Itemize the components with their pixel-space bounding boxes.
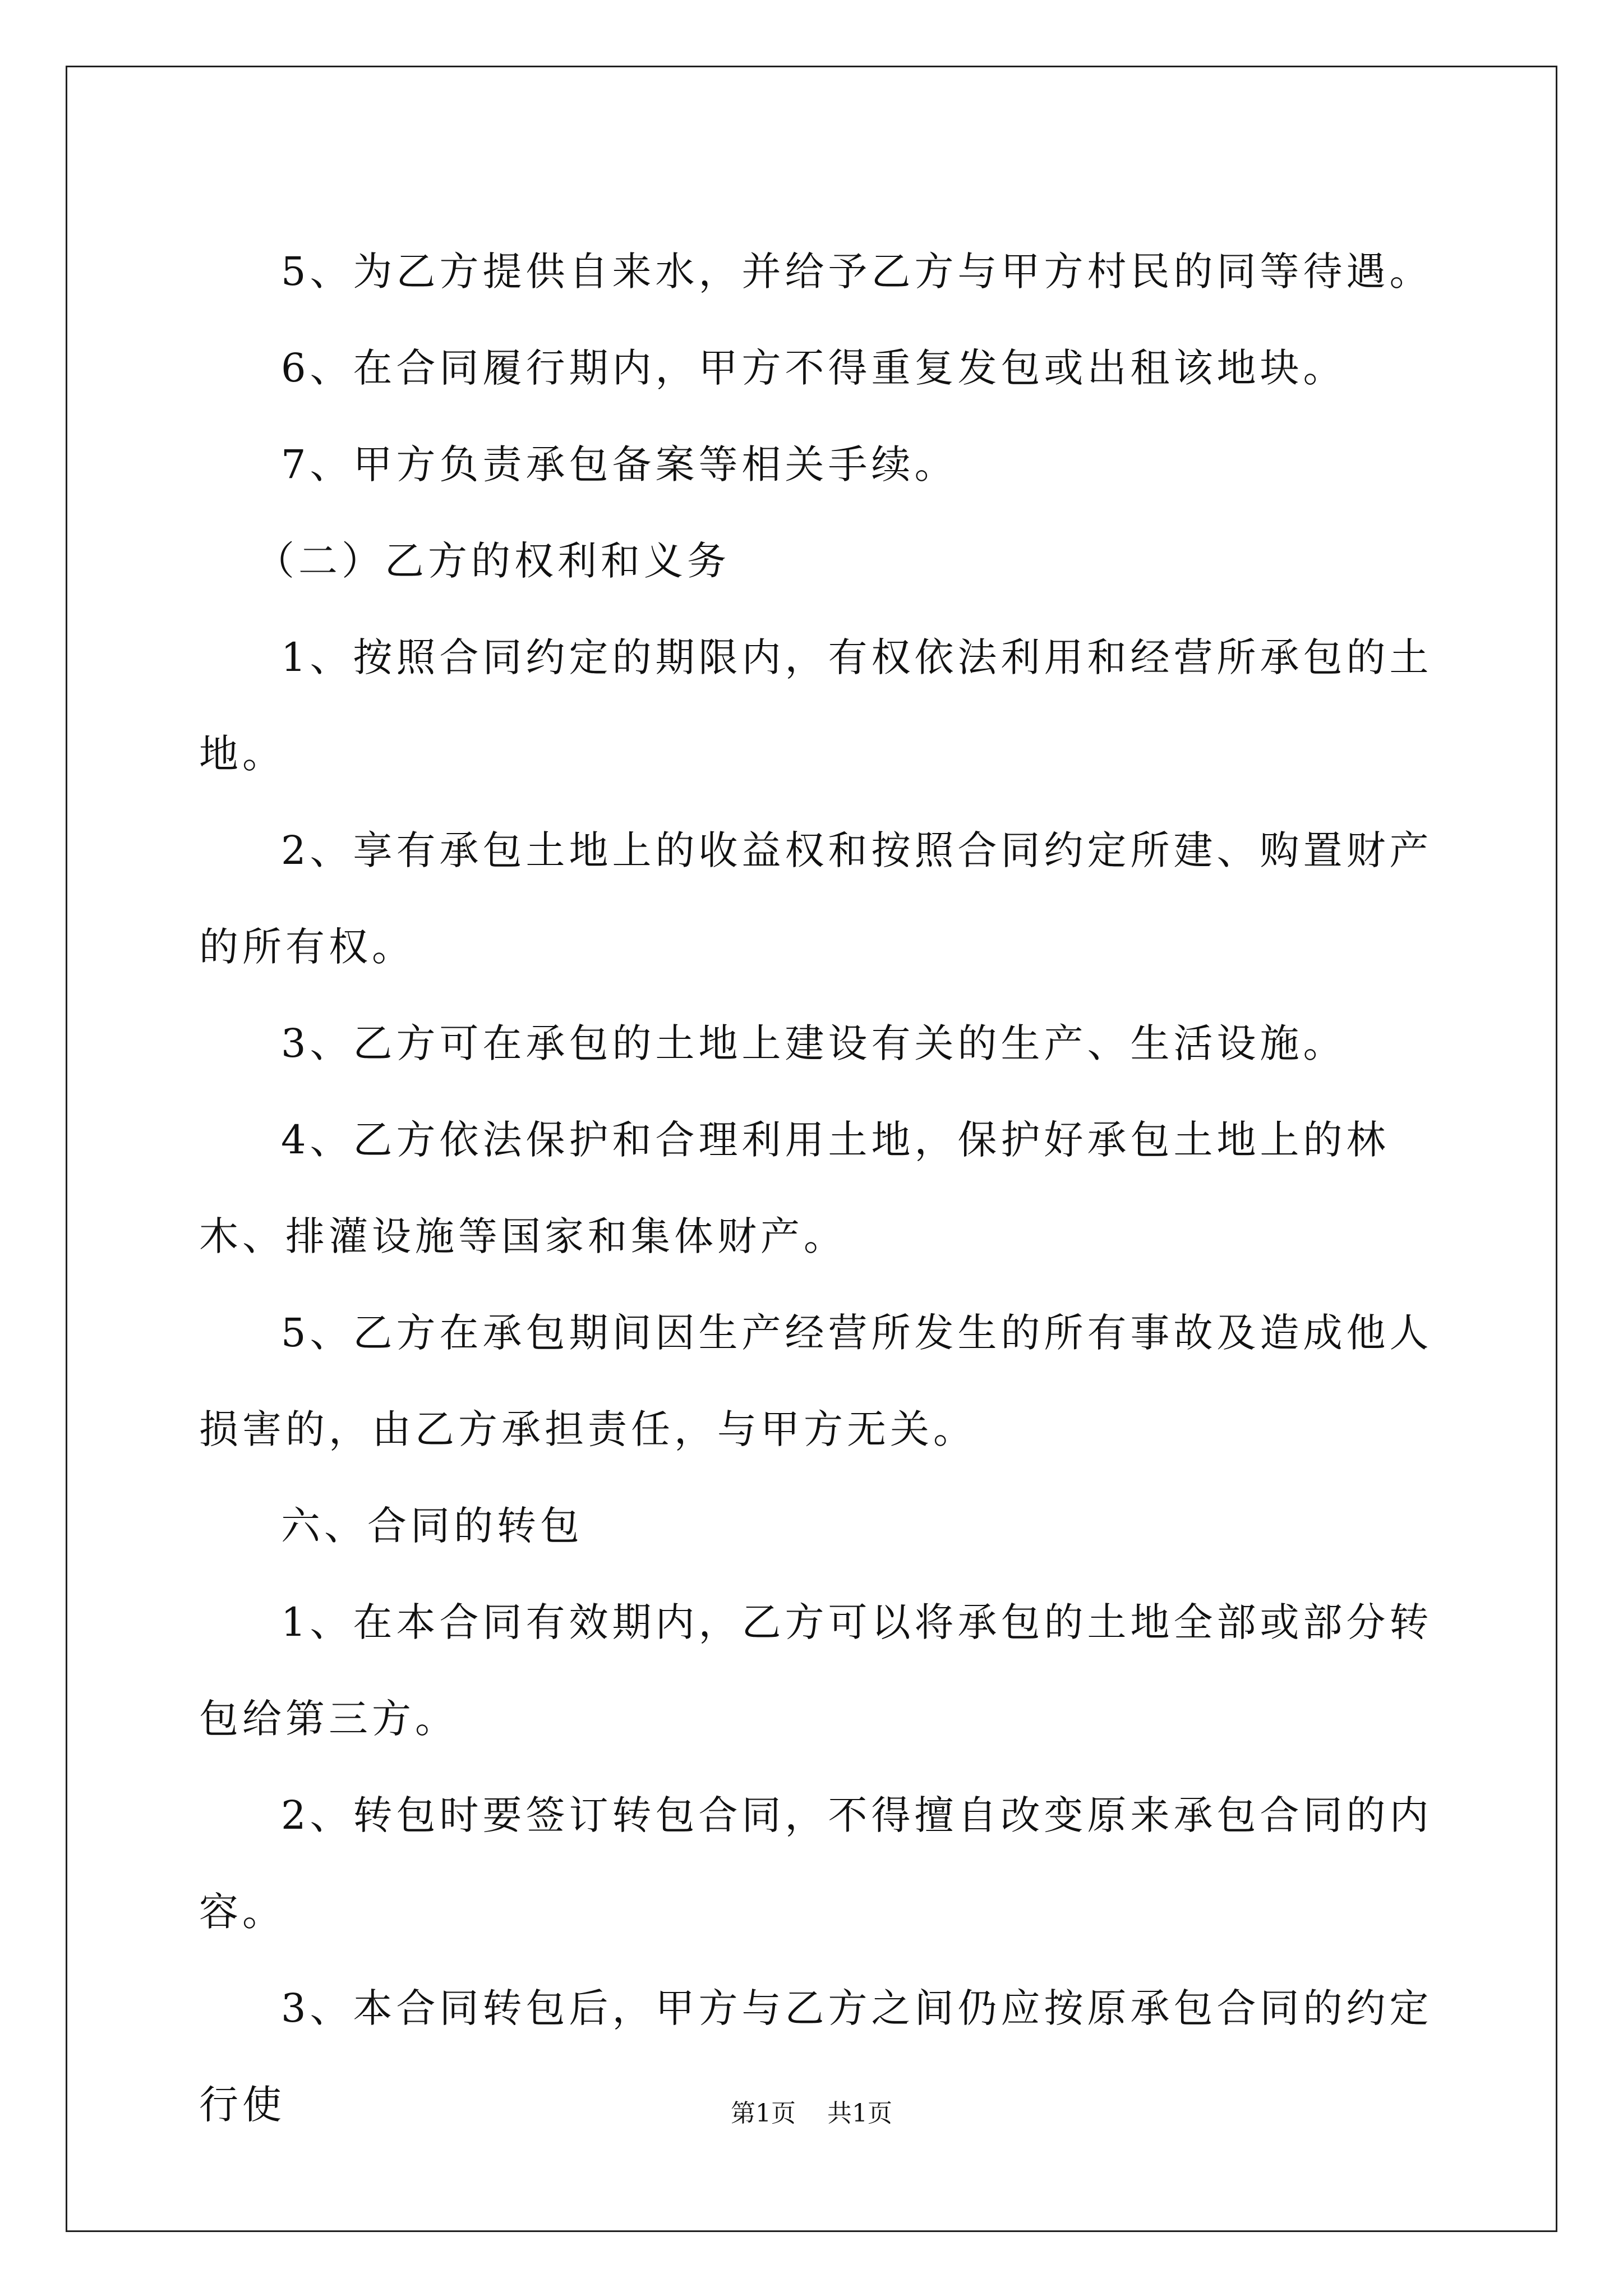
page-footer — [0, 2097, 1623, 2131]
document-body — [199, 223, 1434, 2153]
paragraph: 1、按照合同约定的期限内，有权依法利用和经营所承包的土地。 — [199, 634, 1433, 777]
paragraph: 4、乙方依法保护和合理利用土地，保护好承包土地上的林木、排灌设施等国家和集体财产。 — [199, 1117, 1390, 1259]
paragraph: 2、享有承包土地上的收益权和按照合同约定所建、购置财产的所有权。 — [199, 827, 1433, 970]
paragraph: 5、为乙方提供自来水，并给予乙方与甲方村民的同等待遇。 — [281, 249, 1433, 295]
paragraph: 3、本合同转包后，甲方与乙方之间仍应按原承包合同的约定行使 — [199, 1985, 1433, 2128]
page-number-current: 第1页 — [731, 2099, 796, 2128]
paragraph: 1、在本合同有效期内，乙方可以将承包的土地全部或部分转包给第三方。 — [199, 1599, 1433, 1742]
page-number-total: 共1页 — [827, 2099, 892, 2128]
paragraph: 5、乙方在承包期间因生产经营所发生的所有事故及造成他人损害的，由乙方承担责任，与甲方无关。 — [199, 1310, 1433, 1452]
paragraph: 7、甲方负责承包备案等相关手续。 — [281, 441, 958, 487]
paragraph: 3、乙方可在承包的土地上建设有关的生产、生活设施。 — [281, 1020, 1347, 1066]
section-heading: 六、合同的转包 — [281, 1503, 583, 1549]
paragraph: 6、在合同履行期内，甲方不得重复发包或出租该地块。 — [281, 345, 1347, 391]
paragraph: 2、转包时要签订转包合同，不得擅自改变原来承包合同的内容。 — [199, 1792, 1433, 1935]
section-heading: （二）乙方的权利和义务 — [255, 538, 730, 584]
